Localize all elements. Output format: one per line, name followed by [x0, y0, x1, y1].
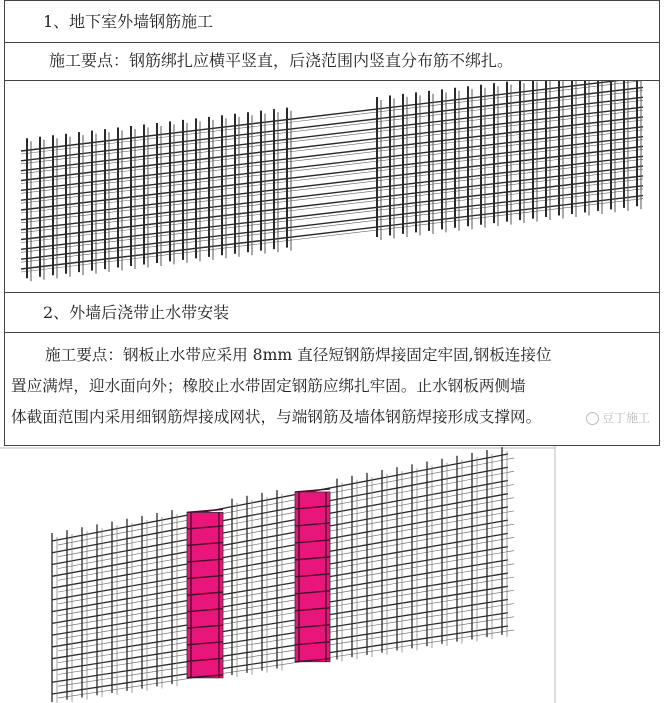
section2-note-line: 体截面范围内采用细钢筋焊接成网状，与端钢筋及墙体钢筋焊接形成支撑网。 — [11, 408, 542, 426]
section2-note — [11, 340, 657, 433]
section1-heading-row — [5, 1, 659, 43]
rebar-wall-figure — [5, 81, 659, 291]
horizontal-rebar — [52, 480, 508, 564]
watermark-text: 豆丁施工 — [601, 411, 650, 425]
section2-note-line: 施工要点：钢板止水带应采用 8mm 直径短钢筋焊接固定牢固,钢板连接位 — [45, 346, 552, 364]
section1-note: 施工要点：钢筋绑扎应横平竖直，后浇范围内竖直分布筋不绑扎。 — [49, 51, 514, 70]
section2-note-line: 置应满焊，迎水面向外；橡胶止水带固定钢筋应绑扎牢固。止水钢板两侧墙 — [11, 377, 526, 395]
horizontal-rebar — [52, 547, 508, 624]
wechat-logo-icon — [586, 412, 599, 425]
horizontal-rebar — [52, 494, 508, 577]
horizontal-rebar — [52, 520, 508, 600]
watermark — [586, 409, 650, 426]
section1-note-row — [5, 43, 659, 81]
waterstop-rebar-figure — [0, 446, 560, 703]
section1-figure-row — [5, 81, 659, 293]
construction-table — [4, 0, 660, 446]
section2-heading-row — [5, 293, 659, 333]
section2-heading: 2、外墙后浇带止水带安装 — [43, 303, 230, 322]
section1-heading: 1、地下室外墙钢筋施工 — [43, 12, 214, 31]
